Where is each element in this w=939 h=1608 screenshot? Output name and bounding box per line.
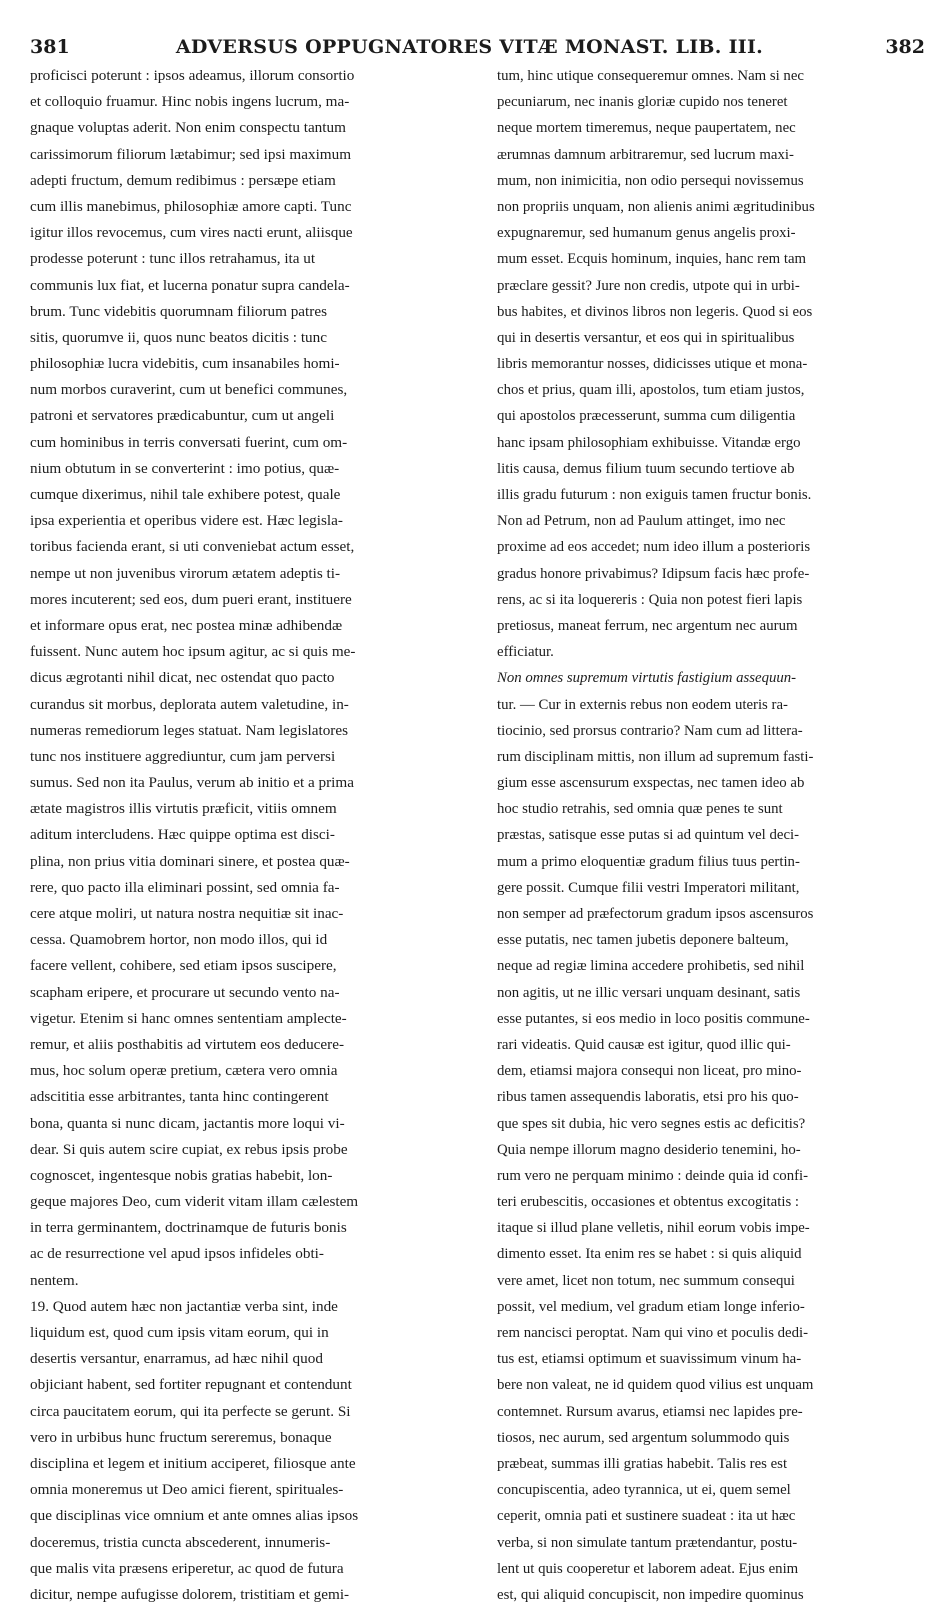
text-line: ætate magistros illis virtutis præficit, vitiis omnem bbox=[30, 800, 337, 818]
text-line: rem nancisci peroptat. Nam qui vino et poculis dedi- bbox=[497, 1325, 809, 1341]
text-line: mum a primo eloquentiæ gradum filius tuus pertin- bbox=[497, 853, 800, 870]
text-line: doceremus, tristia cuncta abscederent, innumeris- bbox=[30, 1533, 331, 1551]
text-line: rens, ac si ita loquereris : Quia non potest fieri lapis bbox=[497, 591, 803, 608]
running-title: ADVERSUS OPPUGNATORES VITÆ MONAST. LIB. III. bbox=[175, 36, 764, 58]
text-line: igitur illos revocemus, cum vires nacti erunt, aliisque bbox=[30, 224, 353, 242]
text-line: nium obtutum in se converterint : imo potius, quæ- bbox=[30, 459, 340, 477]
text-line: bere non valeat, ne id quidem quod vilius est unquam bbox=[497, 1377, 814, 1394]
text-line: liquidum est, quod cum ipsis vitam eorum, qui in bbox=[30, 1324, 329, 1341]
text-line: præbeat, summas illi gratias habebit. Talis res est bbox=[497, 1455, 788, 1472]
text-line: chos et prius, quam illi, apostolos, tum etiam justos, bbox=[497, 382, 805, 399]
text-line: neque mortem timeremus, neque paupertatem, nec bbox=[497, 120, 796, 137]
text-line: circa paucitatem eorum, qui ita perfecte se gerunt. Si bbox=[30, 1402, 351, 1420]
text-line: scapham eripere, et procurare ut secundo vento na- bbox=[30, 983, 340, 1001]
text-line: esse putatis, nec tamen jubetis deponere balteum, bbox=[497, 932, 789, 949]
text-line: præstas, satisque esse putas si ad quintum vel deci- bbox=[497, 827, 800, 844]
text-line: vere amet, licet non totum, nec summum consequi bbox=[497, 1272, 795, 1289]
text-line: gium esse ascensurum exspectas, nec tamen ideo ab bbox=[497, 775, 805, 792]
text-line: nempe ut non juvenibus virorum ætatem adeptis ti- bbox=[30, 564, 341, 582]
text-line: gere possit. Cumque filii vestri Imperatori militant, bbox=[497, 879, 800, 896]
text-line: fuissent. Nunc autem hoc ipsum agitur, ac si quis me- bbox=[30, 643, 356, 661]
text-line: neque ad regiæ limina accedere prohibetis, sed nihil bbox=[497, 958, 805, 975]
text-line: et informare opus erat, nec postea minæ adhibendæ bbox=[30, 616, 343, 634]
text-line: rum disciplinam mittis, non illum ad supremum fasti- bbox=[497, 748, 814, 765]
text-line: litis causa, demus filium tuum secundo tertiove ab bbox=[497, 460, 795, 477]
page-number-right: 382 bbox=[885, 36, 925, 58]
text-line: numeras remediorum leges statuat. Nam legislatores bbox=[30, 721, 348, 739]
text-line: cum illis manebimus, philosophiæ amore capti. Tunc bbox=[30, 197, 352, 215]
text-line: est, qui aliquid concupiscit, non impedire quominus bbox=[497, 1586, 804, 1603]
text-line: teri erubescitis, occasiones et obtentus excogitatis : bbox=[497, 1194, 800, 1211]
text-line: remur, et aliis posthabitis ad virtutem eos deducere- bbox=[30, 1035, 345, 1053]
text-line: bus habites, et divinos libros non legeris. Quod si eos bbox=[497, 303, 813, 320]
text-line: hanc ipsam philosophiam exhibuisse. Vitandæ ergo bbox=[497, 434, 801, 451]
text-line: libris memorantur nosses, didicisses utique et mona- bbox=[497, 356, 808, 373]
text-line: toribus facienda erant, si uti conveniebat actum esset, bbox=[30, 538, 355, 556]
text-line: qui in desertis versantur, et eos qui in spiritualibus bbox=[497, 329, 795, 346]
text-line: omnia moneremus ut Deo amici fierent, spirituales- bbox=[30, 1481, 344, 1499]
right-text-column bbox=[497, 63, 928, 1608]
text-line: tum, hinc utique consequeremur omnes. Nam si nec bbox=[497, 68, 804, 84]
text-line: carissimorum filiorum lætabimur; sed ipsi maximum bbox=[30, 145, 352, 163]
text-line: tus est, etiamsi optimum et suavissimum vinum ha- bbox=[497, 1351, 802, 1368]
text-line: tur. — Cur in externis rebus non eodem uteris ra- bbox=[497, 696, 788, 713]
text-line: sumus. Sed non ita Paulus, verum ab initio et a prima bbox=[30, 774, 354, 792]
text-line: efficiatur. bbox=[497, 644, 554, 661]
text-line: num morbos curaverint, cum ut benefici communes, bbox=[30, 381, 348, 399]
text-line: illis gradu futurum : non exiguis tamen fructur bonis. bbox=[497, 487, 812, 503]
text-line: tiosos, nec aurum, sed argentum solummodo quis bbox=[497, 1429, 790, 1446]
text-line: concupiscentia, adeo tyrannica, ut ei, quem semel bbox=[497, 1482, 791, 1499]
text-line: dicus ægrotanti nihil dicat, nec ostendat quo pacto bbox=[30, 669, 335, 687]
text-line: mores incuterent; sed eos, dum pueri erant, instituere bbox=[30, 590, 352, 608]
text-line: tiocinio, sed prorsus contrario? Nam cum ad littera- bbox=[497, 722, 803, 739]
text-line: aditum intercludens. Hæc quippe optima est disci- bbox=[30, 826, 335, 844]
text-line: vigetur. Etenim si hanc omnes sententiam amplecte- bbox=[30, 1009, 347, 1027]
text-line: non propriis unquam, non alienis animi ægritudinibus bbox=[497, 198, 815, 215]
text-line: facere vellent, cohibere, sed etiam ipsos suscipere, bbox=[30, 957, 337, 975]
left-text-column bbox=[30, 63, 482, 1608]
text-line: ceperit, omnia pati et sustinere suadeat : ita ut hæc bbox=[497, 1508, 796, 1525]
text-line: adscititia esse arbitrantes, tanta hinc contingerent bbox=[30, 1088, 329, 1106]
text-line: pretiosus, maneat ferrum, nec argentum nec aurum bbox=[497, 617, 798, 634]
text-line: dimento esset. Ita enim res se habet : si quis aliquid bbox=[497, 1246, 802, 1263]
text-line: præclare gessit? Jure non credis, utpote qui in urbi- bbox=[497, 277, 800, 294]
text-line: verba, si non simulate tantum prætendantur, postu- bbox=[497, 1534, 798, 1551]
text-line: disciplina et legem et initium acciperet, filiosque ante bbox=[30, 1454, 356, 1472]
text-line: dicitur, nempe aufugisse dolorem, tristitiam et gemi- bbox=[30, 1585, 350, 1603]
text-line: qui apostolos præcesserunt, summa cum diligentia bbox=[497, 408, 796, 425]
page-number-left: 381 bbox=[30, 36, 70, 58]
text-line: cere atque moliri, ut natura nostra nequitiæ sit inac- bbox=[30, 905, 344, 922]
text-line: ipsa experientia et operibus videre est. Hæc legisla- bbox=[30, 512, 343, 530]
text-line: brum. Tunc videbitis quorumnam filiorum patres bbox=[30, 302, 327, 320]
text-line: Non omnes supremum virtutis fastigium assequun- bbox=[497, 670, 797, 687]
text-line: geque majores Deo, cum viderit vitam illam cælestem bbox=[30, 1193, 359, 1211]
text-line: cum hominibus in terris conversati fuerint, cum om- bbox=[30, 433, 348, 451]
text-line: rum vero ne perquam minimo : deinde quia id confi- bbox=[497, 1167, 809, 1184]
text-line: cumque dixerimus, nihil tale exhibere potest, quale bbox=[30, 486, 341, 503]
text-line: 19. Quod autem hæc non jactantiæ verba sint, inde bbox=[30, 1297, 338, 1315]
text-line: dem, etiamsi majora consequi non liceat, pro mino- bbox=[497, 1063, 802, 1080]
text-line: et colloquio fruamur. Hinc nobis ingens lucrum, ma- bbox=[30, 93, 350, 111]
text-line: ærumnas damnum arbitraremur, sed lucrum maxi- bbox=[497, 146, 794, 163]
text-line: que spes sit dubia, hic vero segnes estis ac deficitis? bbox=[497, 1115, 806, 1132]
text-line: gradus honore privabimus? Idipsum facis hæc profe- bbox=[497, 565, 810, 582]
text-line: itaque si illud plane velletis, nihil eorum vobis impe- bbox=[497, 1220, 810, 1237]
text-line: mus, hoc solum operæ pretium, cætera vero omnia bbox=[30, 1062, 338, 1080]
text-line: tunc nos instituere aggrediuntur, cum jam perversi bbox=[30, 747, 336, 765]
text-line: curandus sit morbus, deplorata autem valetudine, in- bbox=[30, 695, 349, 713]
text-line: in terra germinantem, doctrinamque de futuris bonis bbox=[30, 1219, 347, 1237]
text-line: ribus tamen assequendis laboratis, etsi pro his quo- bbox=[497, 1089, 799, 1106]
text-line: patroni et servatores prædicabuntur, cum ut angeli bbox=[30, 407, 335, 425]
text-line: ac de resurrectione vel apud ipsos infideles obti- bbox=[30, 1245, 324, 1263]
text-line: esse putantes, si eos medio in loco positis commune- bbox=[497, 1010, 810, 1027]
text-line: sitis, quorumve ii, quos nunc beatos dicitis : tunc bbox=[30, 328, 327, 346]
text-line: contemnet. Rursum avarus, etiamsi nec lapides pre- bbox=[497, 1403, 803, 1420]
text-line: philosophiæ lucra videbitis, cum insanabiles homi- bbox=[30, 355, 340, 373]
text-line: proficisci poterunt : ipsos adeamus, illorum consortio bbox=[30, 67, 355, 84]
text-line: cognoscet, ingentesque nobis gratias habebit, lon- bbox=[30, 1166, 333, 1184]
text-line: non agitis, ut ne illic versari unquam desinant, satis bbox=[497, 984, 801, 1001]
text-line: plina, non prius vitia dominari sinere, et postea quæ- bbox=[30, 852, 350, 870]
text-line: hoc studio retrahis, sed omnia quæ penes te sunt bbox=[497, 801, 783, 818]
text-line: rere, quo pacto illa eliminari possint, sed omnia fa- bbox=[30, 878, 340, 896]
text-line: que disciplinas vice omnium et ante omnes alias ipsos bbox=[30, 1507, 359, 1525]
text-line: adepti fructum, demum redibimus : persæpe etiam bbox=[30, 171, 336, 189]
text-line: prodesse poterunt : tunc illos retrahamus, ita ut bbox=[30, 250, 316, 268]
text-line: possit, vel medium, vel gradum etiam longe inferio- bbox=[497, 1298, 805, 1315]
running-header bbox=[0, 0, 939, 72]
text-line: dear. Si quis autem scire cupiat, ex rebus ipsis probe bbox=[30, 1140, 348, 1158]
text-line: vero in urbibus hunc fructum sereremus, bonaque bbox=[30, 1428, 332, 1446]
text-line: nentem. bbox=[30, 1271, 79, 1289]
text-line: mum esset. Ecquis hominum, inquies, hanc rem tam bbox=[497, 251, 807, 268]
text-line: pecuniarum, nec inanis gloriæ cupido nos teneret bbox=[497, 94, 788, 111]
text-line: objiciant habent, sed fortiter repugnant et contendunt bbox=[30, 1376, 352, 1394]
text-line: mum, non inimicitia, non odio persequi novissemus bbox=[497, 172, 804, 189]
text-line: gnaque voluptas aderit. Non enim conspectu tantum bbox=[30, 119, 346, 137]
text-line: que malis vita præsens eriperetur, ac quod de futura bbox=[30, 1559, 344, 1577]
text-line: proxime ad eos accedet; num ideo illum a posterioris bbox=[497, 539, 811, 556]
text-line: communis lux fiat, et lucerna ponatur supra candela- bbox=[30, 276, 350, 294]
text-line: non semper ad præfectorum gradum ipsos ascensuros bbox=[497, 906, 814, 922]
text-line: expugnaremur, sed humanum genus angelis proxi- bbox=[497, 225, 796, 242]
text-line: rari videatis. Quid causæ est igitur, quod illic qui- bbox=[497, 1036, 791, 1053]
text-line: Non ad Petrum, non ad Paulum attinget, imo nec bbox=[497, 513, 786, 530]
text-line: cessa. Quamobrem hortor, non modo illos, qui id bbox=[30, 931, 328, 949]
text-line: lent ut quis cooperetur et laborem adeat. Ejus enim bbox=[497, 1560, 799, 1577]
text-line: Quia nempe illorum magno desiderio tenemini, ho- bbox=[497, 1141, 801, 1158]
text-line: desertis versantur, enarramus, ad hæc nihil quod bbox=[30, 1350, 323, 1368]
text-line: bona, quanta si nunc dicam, jactantis more loqui vi- bbox=[30, 1114, 345, 1132]
